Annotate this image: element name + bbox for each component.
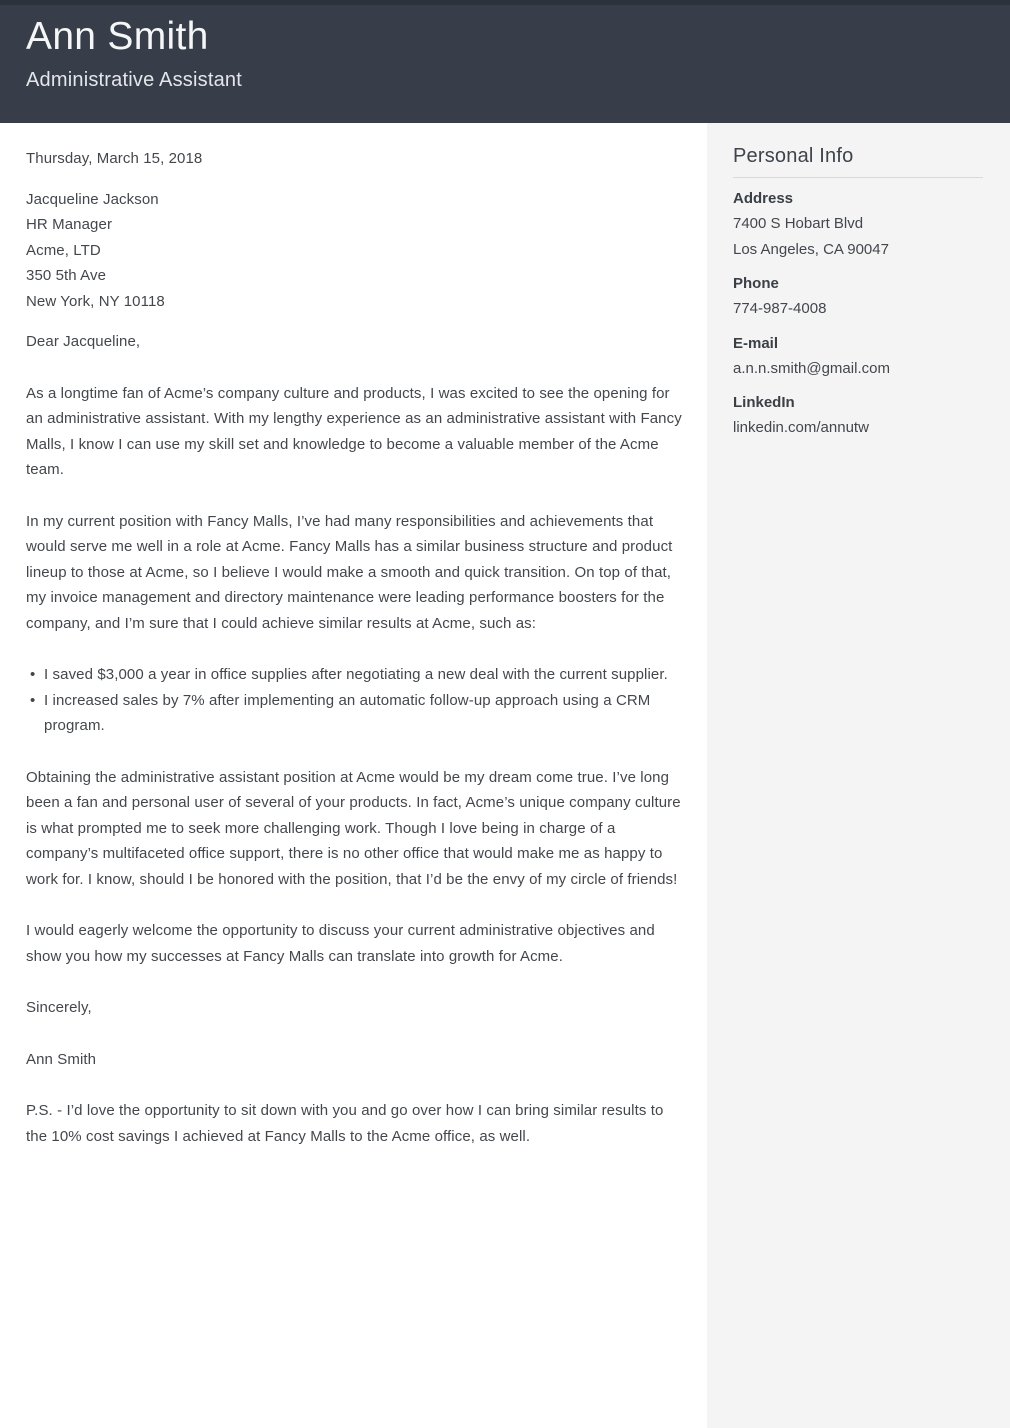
linkedin-value: linkedin.com/annutw xyxy=(733,419,869,436)
closing: Sincerely, xyxy=(26,999,92,1016)
sidebar-item-linkedin xyxy=(733,390,983,441)
linkedin-label: LinkedIn xyxy=(733,394,795,411)
email-label: E-mail xyxy=(733,334,779,352)
paragraph-intro: As a longtime fan of Acme’s company culture and products, I was excited to see the opening for an administrative assistant. With my lengthy experience as an administrative assistant with Fancy Malls, I know I can use my skill set and knowledge to become a valuable member of the Acme team. xyxy=(26,384,682,478)
recipient-name: Jacqueline Jackson xyxy=(26,190,159,208)
sidebar-item-address xyxy=(733,186,983,262)
achievement-item: • I saved $3,000 a year in office supplies after negotiating a new deal with the current supplier. xyxy=(26,662,682,688)
recipient-street: 350 5th Ave xyxy=(26,267,107,284)
recipient-city: New York, NY 10118 xyxy=(26,292,165,310)
achievement-list xyxy=(26,662,682,739)
sidebar-item-email xyxy=(733,331,983,382)
sidebar xyxy=(707,123,1010,1428)
address-line: 7400 S Hobart Blvd xyxy=(733,215,864,232)
recipient-company: Acme, LTD xyxy=(26,241,101,259)
achievement-item: • I increased sales by 7% after implementing an automatic follow-up approach using a CRM program. xyxy=(26,688,682,739)
sidebar-item-phone xyxy=(733,271,983,322)
paragraph-call-to-action: I would eagerly welcome the opportunity to discuss your current administrative objectives and show you how my successes at Fancy Malls can translate into growth for Acme. xyxy=(26,922,655,965)
header xyxy=(0,0,1010,123)
letter-date: Thursday, March 15, 2018 xyxy=(26,150,203,167)
address-label: Address xyxy=(733,190,794,207)
candidate-job-title: Administrative Assistant xyxy=(26,69,242,91)
paragraph-motivation: Obtaining the administrative assistant position at Acme would be my dream come true. I’ve long been a fan and personal user of several of your products. In fact, Acme’s unique company culture is what prompted me to seek more challenging work. Though I love being in charge of a company’s multifaceted office support, there is no other office that would make me as happy to work for. I know, should I be honored with the position, that I’d be the envy of my circle of friends! xyxy=(26,768,681,888)
sidebar-title: Personal Info xyxy=(733,145,854,167)
signature: Ann Smith xyxy=(26,1050,97,1068)
recipient-role: HR Manager xyxy=(26,216,113,233)
recipient-block xyxy=(26,187,682,315)
email-value: a.n.n.smith@gmail.com xyxy=(733,359,890,377)
sidebar-divider xyxy=(733,177,983,178)
letter-body xyxy=(26,123,682,1175)
address-line: Los Angeles, CA 90047 xyxy=(733,240,889,258)
paragraph-experience: In my current position with Fancy Malls, I’ve had many responsibilities and achievements that would serve me well in a role at Acme. Fancy Malls has a similar business structure and product lineup to those at Acme, so I believe I would make a smooth and quick transition. On top of that, my invoice management and directory maintenance were leading performance boosters for the company, and I’m sure that I could achieve similar results at Acme, such as: xyxy=(26,512,673,632)
phone-value: 774-987-4008 xyxy=(733,300,827,317)
postscript: P.S. - I’d love the opportunity to sit down with you and go over how I can bring similar results to the 10% cost savings I achieved at Fancy Malls to the Acme office, as well. xyxy=(26,1102,664,1145)
salutation: Dear Jacqueline, xyxy=(26,333,141,350)
phone-label: Phone xyxy=(733,275,779,292)
candidate-name: Ann Smith xyxy=(26,15,209,58)
